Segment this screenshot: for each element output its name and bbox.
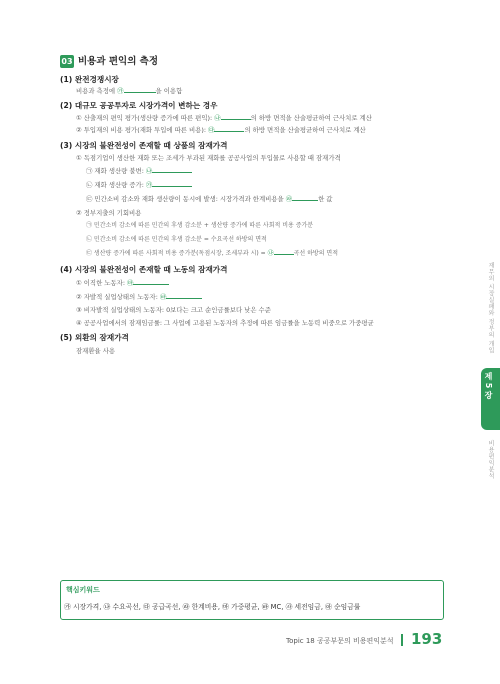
s3-sub-4: ㉠ 민간소비 감소에 따른 민간의 후생 감소분 + 생산량 증가에 따른 사회적 비용 증가분 [86,222,314,229]
s5-line: 잠재환율 사용 [76,347,116,355]
s4-item-4: ④ 공공사업에서의 잠재임금률: 그 사업에 고용된 노동자의 추정에 따른 임금률을 노동력 비중으로 가중평균 [76,319,374,327]
s3-sub-3: ㉢ 민간소비 감소와 재화 생산량이 동시에 발생: 시장가격과 한계비용을 ㉱ 한 값 [86,195,333,203]
section-number-badge: 03 [61,57,73,66]
s3-sub-6: ㉢ 생산량 증가에 따른 사회적 비용 증가분(독점시장, 조세부과 시) = ㉯ 곡선 하방의 면적 [86,250,339,257]
s3-sub-5: ㉡ 민간소비 감소에 따른 민간의 후생 감소분 = 수요곡선 하방의 면적 [86,236,267,243]
s3-item-2: ② 정부지출의 기회비용 [76,209,142,217]
side-topic-label: 비용편익분석 [487,440,494,479]
keyword-box [60,580,444,620]
s2-item-2: ② 투입재의 비용 평가(재화 투입에 따른 비용): ㉰ 의 하방 면적을 산술평균하여 근사치로 계산 [76,126,366,134]
s4-item-1: ① 이직한 노동자: ㉲ [76,278,169,288]
heading-4: (4) 시장의 불완전성이 존재할 때 노동의 잠재가격 [60,265,228,274]
side-book-label: 재무의 시장실패와 정부의 개입 [487,262,494,354]
heading-3: (3) 시장의 불완전성이 존재할 때 상품의 잠재가격 [60,141,228,150]
heading-1: (1) 완전경쟁시장 [60,75,119,84]
footer-divider [401,634,403,646]
s3-sub-1: ㉠ 재화 생산량 불변: ㉯ [86,166,192,176]
s3-item-1: ① 독점기업이 생산한 재화 또는 조세가 부과된 재화를 공공사업의 투입물로 사용할 때 잠재가격 [76,154,341,162]
section-title: 비용과 편익의 측정 [78,56,159,67]
footer-topic: Topic 18 공공부문의 비용편익분석 [286,637,394,645]
chapter-tab-label: 제 5 장 [484,372,493,400]
heading-5: (5) 외환의 잠재가격 [60,333,129,342]
s3-sub-2: ㉡ 재화 생산량 증가: ㉮ [86,180,192,190]
keyword-list: ㉮ 시장가격, ㉯ 수요곡선, ㉰ 공급곡선, ㉱ 한계비용, ㉲ 가중평균, ㉳ MC, ㉴ 세전임금, ㉵ 순임금률 [64,603,361,611]
page-number: 193 [411,630,443,648]
s1-line: 비용과 측정에 ㉮ 을 이용함 [76,87,183,95]
heading-2: (2) 대규모 공공투자로 시장가격이 변하는 경우 [60,101,218,110]
s2-item-1: ① 산출재의 편익 평가(생산량 증가에 따른 편익): ㉯ 의 하방 면적을 산술평균하여 근사치로 계산 [76,114,372,122]
keyword-title: 핵심키워드 [66,586,100,594]
s4-item-2: ② 자발적 실업상태의 노동자: ㉳ [76,292,202,302]
s4-item-3: ③ 비자발적 실업상태의 노동자: 0보다는 크고 순인금률보다 낮은 수준 [76,306,271,314]
